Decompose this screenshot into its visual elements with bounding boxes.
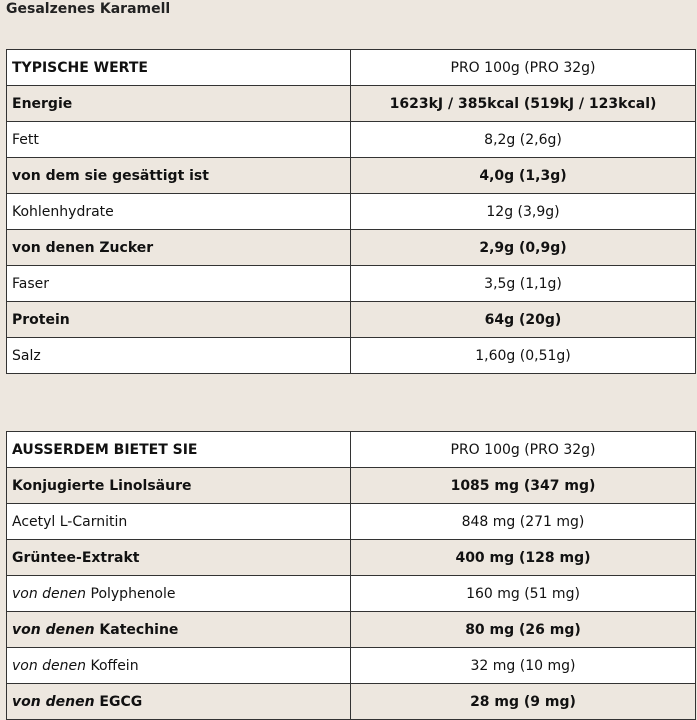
row-value: 64g (20g) (351, 302, 696, 338)
table-row (7, 158, 696, 194)
header-value: PRO 100g (PRO 32g) (351, 50, 696, 86)
table-row (7, 576, 696, 612)
header-label: TYPISCHE WERTE (7, 50, 351, 86)
row-value: 80 mg (26 mg) (351, 612, 696, 648)
table-row (7, 338, 696, 374)
row-value: 400 mg (128 mg) (351, 540, 696, 576)
table-header-row (7, 432, 696, 468)
table-row (7, 86, 696, 122)
table-row (7, 266, 696, 302)
table-row (7, 302, 696, 338)
row-label-prefix: von denen (12, 693, 95, 710)
row-label: Kohlenhydrate (7, 194, 351, 230)
row-label-text: Koffein (90, 657, 139, 674)
row-label (7, 576, 351, 612)
row-value: 28 mg (9 mg) (351, 684, 696, 720)
row-value: 1085 mg (347 mg) (351, 468, 696, 504)
row-label (7, 648, 351, 684)
row-label: Acetyl L-Carnitin (7, 504, 351, 540)
table-row (7, 648, 696, 684)
row-value: 3,5g (1,1g) (351, 266, 696, 302)
row-label-text: Polyphenole (90, 585, 176, 602)
table-row (7, 684, 696, 720)
row-value: 1623kJ / 385kcal (519kJ / 123kcal) (351, 86, 696, 122)
header-label: AUSSERDEM BIETET SIE (7, 432, 351, 468)
row-value: 848 mg (271 mg) (351, 504, 696, 540)
row-label: Protein (7, 302, 351, 338)
row-label-text: Katechine (99, 621, 179, 638)
row-label: Faser (7, 266, 351, 302)
row-value: 160 mg (51 mg) (351, 576, 696, 612)
table-row (7, 194, 696, 230)
row-label-prefix: von denen (12, 657, 87, 674)
row-label: Energie (7, 86, 351, 122)
nutrition-table-additional (6, 431, 696, 720)
row-value: 12g (3,9g) (351, 194, 696, 230)
nutrition-table-typical-values (6, 49, 696, 374)
row-label (7, 684, 351, 720)
row-label-prefix: von denen (12, 585, 87, 602)
header-value: PRO 100g (PRO 32g) (351, 432, 696, 468)
product-title: Gesalzenes Karamell (6, 1, 171, 17)
row-label-text: EGCG (99, 693, 143, 710)
table-row (7, 122, 696, 158)
row-label (7, 612, 351, 648)
row-value: 8,2g (2,6g) (351, 122, 696, 158)
row-value: 1,60g (0,51g) (351, 338, 696, 374)
row-label: Grüntee-Extrakt (7, 540, 351, 576)
row-label: Salz (7, 338, 351, 374)
row-label: Fett (7, 122, 351, 158)
table-row (7, 540, 696, 576)
table-row (7, 230, 696, 266)
table-row (7, 504, 696, 540)
row-label: Konjugierte Linolsäure (7, 468, 351, 504)
row-label: von dem sie gesättigt ist (7, 158, 351, 194)
row-label: von denen Zucker (7, 230, 351, 266)
row-label-prefix: von denen (12, 621, 95, 638)
table-row (7, 612, 696, 648)
table-header-row (7, 50, 696, 86)
row-value: 4,0g (1,3g) (351, 158, 696, 194)
table-row (7, 468, 696, 504)
row-value: 2,9g (0,9g) (351, 230, 696, 266)
row-value: 32 mg (10 mg) (351, 648, 696, 684)
